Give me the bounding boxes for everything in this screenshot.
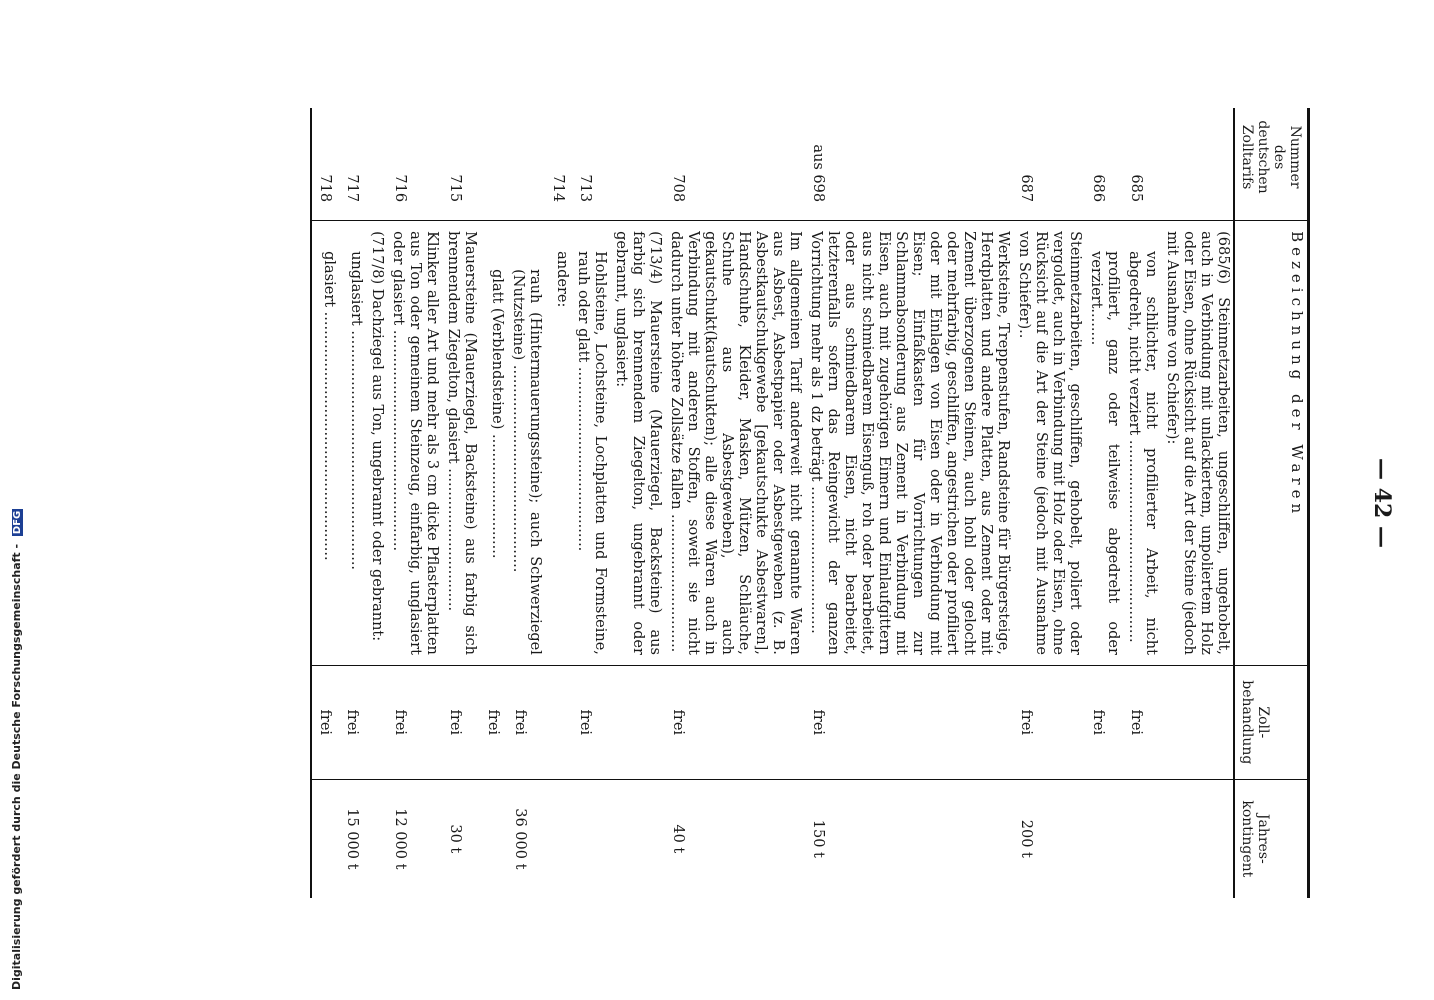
table-row [572, 108, 610, 898]
table-row [1085, 108, 1123, 898]
duty-treatment: frei [387, 665, 442, 779]
item-description: andere: [545, 221, 572, 666]
table-row [1123, 108, 1161, 898]
table-row [339, 108, 366, 898]
dfg-logo: DFG [12, 510, 23, 535]
table-row [1013, 108, 1085, 898]
duty-treatment: frei [507, 665, 545, 779]
annual-quota [366, 779, 387, 898]
tariff-number: 687 [1013, 108, 1085, 221]
tariff-number [610, 108, 665, 221]
annual-quota [480, 779, 507, 898]
annual-quota: 12 000 t [392, 808, 408, 870]
header-duty: Zoll-behandlung [1234, 665, 1309, 779]
item-description: Klinker aller Art und mehr als 3 cm dicke Pflasterplatten aus Ton oder gemeinem Steinzeug, einfarbig, unglasiert oder glasiert ................................................ [387, 221, 442, 666]
annual-quota [311, 779, 339, 898]
duty-treatment [366, 665, 387, 779]
header-number: Nummer des deutschen Zolltarifs [1234, 108, 1309, 221]
rotated-document [210, 108, 1395, 898]
page-number: — 42 — [1369, 458, 1395, 548]
item-description: Im allgemeinen Tarif anderweit nicht genannte Waren aus Asbest, Asbestpapier oder Asbestgeweben (z. B. Asbestkautschukgewebe [gekautschukte Asbestwaren], Handschuhe, Kleider, Masken, Mützen, Schläuche, Schuhe aus Asbestgeweben), auch gekautschukt(kautschukten); alle diese Waren auch in Verbindung mit anderen Stoffen, soweit sie nicht dadurch unter höhere Zollsätze fallen .............................. [665, 221, 805, 666]
item-description: glasiert ...................................................... [311, 221, 339, 666]
table-row [387, 108, 442, 898]
item-description: Hohlsteine, Lochsteine, Lochplatten und Formsteine, rauh oder glatt ........................................ [572, 221, 610, 666]
tariff-number: 715 [442, 108, 480, 221]
duty-treatment: frei [311, 665, 339, 779]
annual-quota [1085, 779, 1123, 898]
digitization-text: Digitalisierung gefördert durch die Deutsche Forschungsgemeinschaft - [10, 543, 23, 990]
table-row [366, 108, 387, 898]
duty-treatment [1161, 665, 1234, 779]
duty-treatment: frei [339, 665, 366, 779]
duty-treatment [610, 665, 665, 779]
annual-quota: 36 000 t [512, 808, 528, 870]
annual-quota: 150 t [810, 819, 826, 858]
tariff-number: 716 [387, 108, 442, 221]
tariff-number [507, 108, 545, 221]
annual-quota [545, 779, 572, 898]
tariff-table [310, 108, 1310, 898]
duty-treatment: frei [1013, 665, 1085, 779]
annual-quota: 15 000 t [344, 808, 360, 870]
tariff-number: 714 [545, 108, 572, 221]
annual-quota [572, 779, 610, 898]
header-quota: Jahres-kontingent [1234, 779, 1309, 898]
duty-treatment: frei [1123, 665, 1161, 779]
table-row [545, 108, 572, 898]
tariff-number: 685 [1123, 108, 1161, 221]
item-description: (713/4) Mauersteine (Mauerziegel, Backsteine) aus farbig sich brennendem Ziegelton, ungebrannt oder gebrannt, unglasiert: [610, 221, 665, 666]
duty-treatment: frei [480, 665, 507, 779]
table-row [480, 108, 507, 898]
tariff-number [1161, 108, 1234, 221]
item-description: Werksteine, Treppenstufen, Randsteine für Bürgersteige, Herdplatten und andere Platten, aus Zement oder mit Zement überzogenen Steinen, auch hohl oder gelocht oder mehrfarbig, geschliffen, angestrichen oder profiliert oder mit Einlagen von Eisen oder in Verbindung mit Eisen; Einfaßkasten für Vorrichtungen zur Schlammabsonderung aus Zement in Verbindung mit Eisen, auch mit zugehörigen Eimern und Einlaufgittern aus nicht schmiedbarem Eisenguß, roh oder bearbeitet, oder aus schmiedbarem Eisen, nicht bearbeitet, letzterenfalls sofern das Reingewicht der ganzen Vorrichtung mehr als 1 dz beträgt ................................ [805, 221, 1013, 666]
table-row [311, 108, 339, 898]
tariff-number: 686 [1085, 108, 1123, 221]
table-header-row [1234, 108, 1309, 898]
annual-quota: 40 t [670, 824, 686, 854]
tariff-number: 708 [665, 108, 805, 221]
item-description: von schlichter, nicht profilierter Arbeit, nicht abgedreht, nicht verziert ............................................ [1123, 221, 1161, 666]
tariff-number: aus 698 [805, 108, 1013, 221]
table-row [665, 108, 805, 898]
duty-treatment: frei [442, 665, 480, 779]
item-description: (717/8) Dachziegel aus Ton, ungebrannt oder gebrannt: [366, 221, 387, 666]
duty-treatment: frei [665, 665, 805, 779]
table-row [1161, 108, 1234, 898]
table-row [507, 108, 545, 898]
item-description: glatt (Verblendsteine) ........................... [480, 221, 507, 666]
item-description: rauh (Hintermauerungssteine); auch Schwerziegel (Nutzsteine) ............................................. [507, 221, 545, 666]
tariff-number: 713 [572, 108, 610, 221]
annual-quota [1161, 779, 1234, 898]
tariff-number [366, 108, 387, 221]
duty-treatment: frei [805, 665, 1013, 779]
item-description: Steinmetzarbeiten, geschliffen, gehobelt, poliert oder vergoldet, auch in Verbindung mit Holz oder Eisen, ohne Rücksicht auf die Art der Steine (jedoch mit Ausnahme von Schiefer).. [1013, 221, 1085, 666]
tariff-number: 717 [339, 108, 366, 221]
item-description: profiliert, ganz oder teilweise abgedreht oder verziert........ [1085, 221, 1123, 666]
table-row [610, 108, 665, 898]
annual-quota [610, 779, 665, 898]
table-row [442, 108, 480, 898]
item-description: unglasiert .................................................... [339, 221, 366, 666]
item-description: (685/6) Steinmetzarbeiten, ungeschliffen, ungehobelt, auch in Verbindung mit unlackiertem, unpoliertem Holz oder Eisen, ohne Rücksicht auf die Art der Steine (jedoch mit Ausnahme von Schiefer): [1161, 221, 1234, 666]
table-row [805, 108, 1013, 898]
item-description: Mauersteine (Mauerziegel, Backsteine) aus farbig sich brennendem Ziegelton, glasiert ............................... [442, 221, 480, 666]
annual-quota: 30 t [447, 824, 463, 854]
header-description: Bezeichnung der Waren [1234, 221, 1309, 666]
annual-quota: 200 t [1018, 819, 1034, 858]
duty-treatment: frei [572, 665, 610, 779]
tariff-number: 718 [311, 108, 339, 221]
annual-quota [1123, 779, 1161, 898]
tariff-number [480, 108, 507, 221]
digitization-note [0, 0, 23, 1000]
duty-treatment [545, 665, 572, 779]
duty-treatment: frei [1085, 665, 1123, 779]
